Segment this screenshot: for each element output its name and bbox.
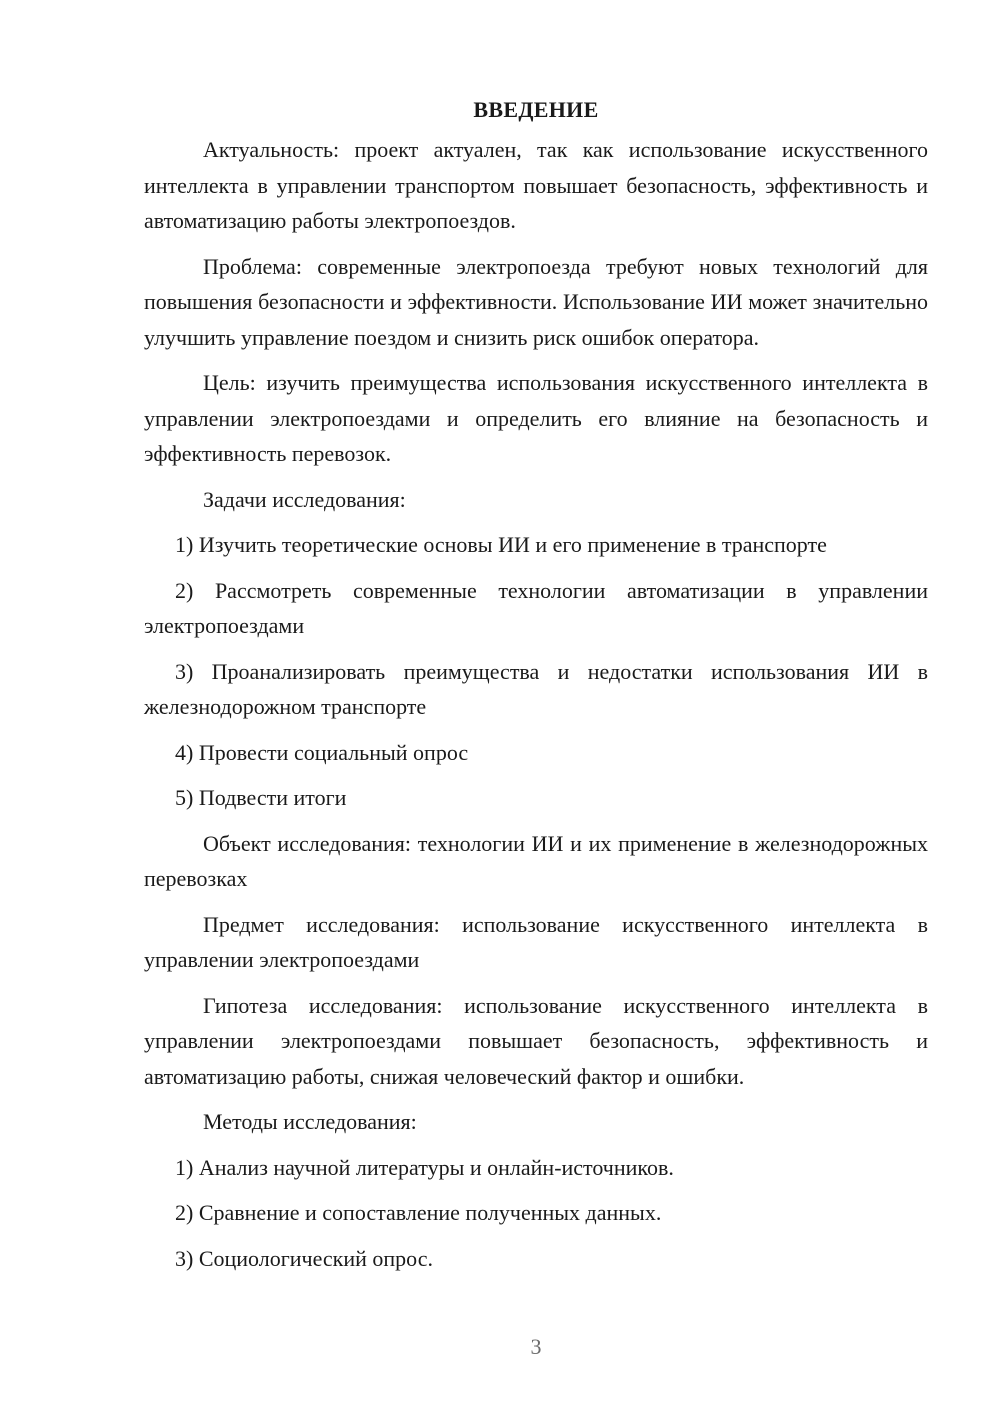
object-paragraph: Объект исследования: технологии ИИ и их применение в железнодорожных перевозках [144,830,928,891]
relevance-paragraph: Актуальность: проект актуален, так как использование искусственного интеллекта в управлении транспортом повышает безопасность, эффективность и автоматизацию работы электропоездов. [144,137,928,233]
hypothesis-paragraph: Гипотеза исследования: использование искусственного интеллекта в управлении электропоездами повышает безопасность, эффективность и автоматизацию работы, снижая человеческий фактор и ошибки. [144,992,928,1089]
subject-paragraph: Предмет исследования: использование искусственного интеллекта в управлении электропоездами [144,911,928,972]
task-item: 1) Изучить теоретические основы ИИ и его применение в транспорте [175,532,827,557]
document-page [144,92,928,1286]
method-item: 1) Анализ научной литературы и онлайн-источников. [175,1154,674,1180]
page-number: 3 [530,1334,542,1359]
section-heading: ВВЕДЕНИЕ [473,97,599,122]
task-item: 4) Провести социальный опрос [175,739,469,765]
task-item: 2) Рассмотреть современные технологии автоматизации в управлении электропоездами [144,577,928,638]
task-item: 3) Проанализировать преимущества и недостатки использования ИИ в железнодорожном транспорте [144,658,928,719]
goal-paragraph: Цель: изучить преимущества использования искусственного интеллекта в управлении электропоездами и определить его влияние на безопасность и эффективность перевозок. [144,370,928,466]
method-item: 2) Сравнение и сопоставление полученных данных. [175,1200,662,1225]
problem-paragraph: Проблема: современные электропоезда требуют новых технологий для повышения безопасности и эффективности. Использование ИИ может значительно улучшить управление поездом и снизить риск ошибок оператора. [144,253,928,350]
task-item: 5) Подвести итоги [175,785,347,810]
tasks-title: Задачи исследования: [203,486,406,512]
methods-title: Методы исследования: [203,1109,417,1134]
method-item: 3) Социологический опрос. [175,1245,433,1271]
